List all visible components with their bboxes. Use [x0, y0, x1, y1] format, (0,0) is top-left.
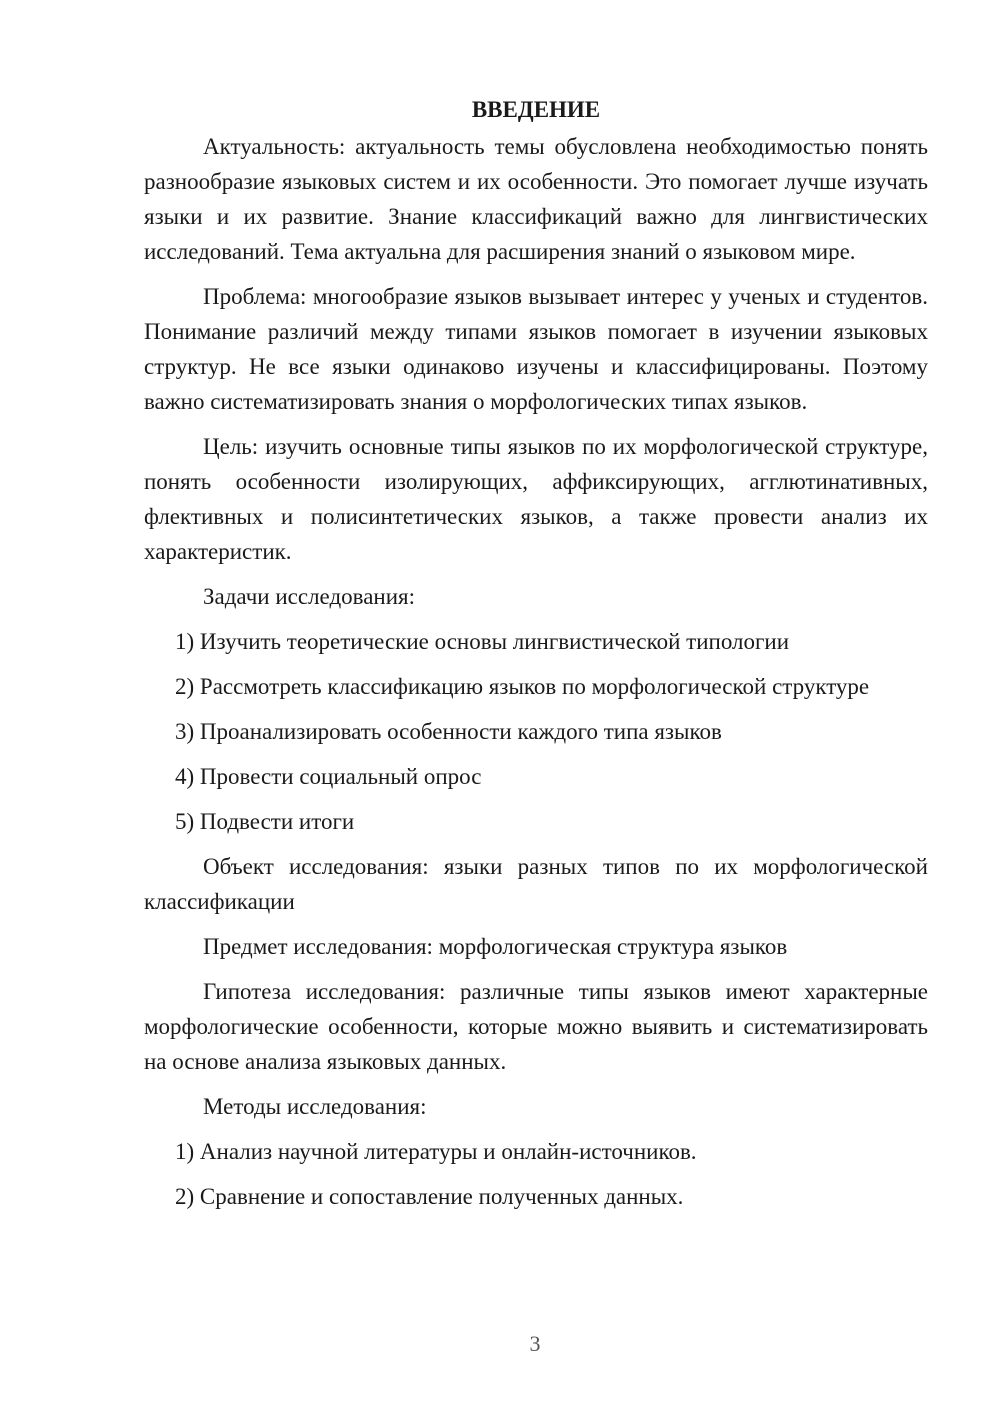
- problem-paragraph: Проблема: многообразие языков вызывает интерес у ученых и студентов. Понимание различий между типами языков помогает в изучении языковых структур. Не все языки одинаково изучены и классифицированы. Поэтому важно систематизировать знания о морфологических типах языков.: [144, 284, 928, 414]
- task-item: 3) Проанализировать особенности каждого типа языков: [175, 719, 722, 744]
- relevance-paragraph: Актуальность: актуальность темы обусловлена необходимостью понять разнообразие языковых систем и их особенности. Это помогает лучше изучать языки и их развитие. Знание классификаций важно для лингвистических исследований. Тема актуальна для расширения знаний о языковом мире.: [144, 134, 928, 264]
- task-item: 2) Рассмотреть классификацию языков по морфологической структуре: [175, 674, 870, 699]
- task-item: 5) Подвести итоги: [175, 809, 355, 834]
- page-number: 3: [529, 1331, 541, 1356]
- hypothesis-paragraph: Гипотеза исследования: различные типы языков имеют характерные морфологические особенности, которые можно выявить и систематизировать на основе анализа языковых данных.: [144, 979, 928, 1074]
- goal-paragraph: Цель: изучить основные типы языков по их морфологической структуре, понять особенности изолирующих, аффиксирующих, агглютинативных, флективных и полисинтетических языков, а также провести анализ их характеристик.: [144, 434, 928, 564]
- method-item: 2) Сравнение и сопоставление полученных данных.: [175, 1184, 684, 1209]
- task-item: 4) Провести социальный опрос: [175, 764, 482, 789]
- object-paragraph: Объект исследования: языки разных типов по их морфологической классификации: [144, 854, 928, 914]
- methods-list: [144, 1134, 928, 1214]
- methods-label: Методы исследования:: [203, 1094, 427, 1119]
- section-title: ВВЕДЕНИЕ: [471, 97, 601, 122]
- subject-paragraph: Предмет исследования: морфологическая структура языков: [203, 934, 788, 959]
- task-item: 1) Изучить теоретические основы лингвистической типологии: [175, 629, 790, 654]
- tasks-list: [144, 624, 928, 839]
- document-page: [144, 92, 928, 1224]
- tasks-label: Задачи исследования:: [203, 584, 416, 609]
- method-item: 1) Анализ научной литературы и онлайн-источников.: [175, 1139, 697, 1164]
